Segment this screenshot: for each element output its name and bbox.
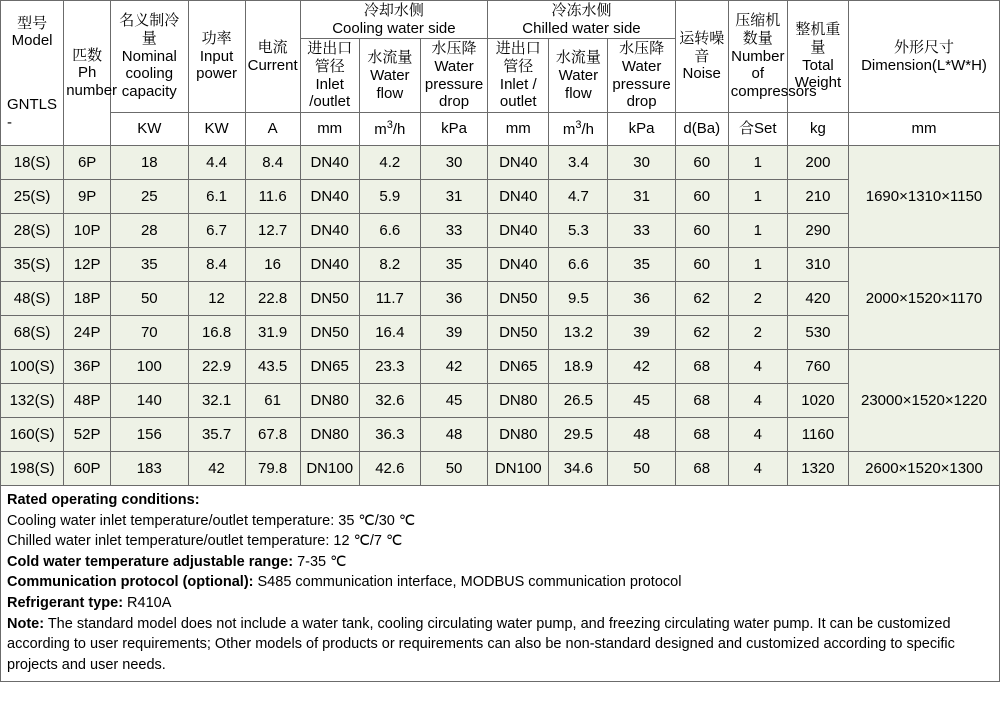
header-current-en: Current	[247, 56, 298, 74]
cell-weight: 1160	[787, 418, 848, 452]
header-water-flow-chilled-en: Water flow	[558, 66, 599, 102]
header-dimension-en: Dimension(L*W*H)	[861, 56, 987, 74]
cell-model: 68(S)	[1, 316, 64, 350]
header-cooling-water-side-cn: 冷却水侧	[363, 2, 424, 19]
cell-current: 22.8	[245, 282, 300, 316]
units-row	[1, 113, 1000, 146]
cell-flow1: 4.2	[359, 146, 420, 180]
header-cooling-water-side-en: Cooling water side	[332, 19, 456, 37]
unit-cooling-capacity: KW	[111, 113, 188, 146]
cell-ph: 60P	[64, 452, 111, 486]
cell-noise: 68	[675, 384, 728, 418]
cell-drop2: 31	[608, 180, 675, 214]
cell-drop2: 36	[608, 282, 675, 316]
cell-power: 22.9	[188, 350, 245, 384]
unit-inlet-cooling: mm	[300, 113, 359, 146]
cell-model: 35(S)	[1, 248, 64, 282]
cell-noise: 62	[675, 282, 728, 316]
cell-weight: 1320	[787, 452, 848, 486]
header-model-en: Model	[11, 32, 53, 50]
cell-model: 25(S)	[1, 180, 64, 214]
cell-current: 31.9	[245, 316, 300, 350]
header-chilled-water-side-en: Chilled water side	[522, 19, 641, 37]
cell-current: 16	[245, 248, 300, 282]
cell-flow2: 5.3	[549, 214, 608, 248]
unit-drop-chilled: kPa	[608, 113, 675, 146]
cell-ph: 9P	[64, 180, 111, 214]
cell-model: 160(S)	[1, 418, 64, 452]
header-model	[1, 1, 64, 146]
cell-flow1: 32.6	[359, 384, 420, 418]
cell-model: 48(S)	[1, 282, 64, 316]
header-pressure-drop-chilled-en: Water pressure drop	[612, 58, 671, 111]
cell-dimension: 1690×1310×1150	[849, 146, 1000, 248]
cell-ph: 12P	[64, 248, 111, 282]
notes-line-cooling-temp: Cooling water inlet temperature/outlet temperature: 35 ℃/30 ℃	[7, 512, 416, 529]
cell-ph: 48P	[64, 384, 111, 418]
notes-protocol-label: Communication protocol (optional):	[7, 574, 254, 591]
cell-weight: 420	[787, 282, 848, 316]
cell-comp: 1	[728, 214, 787, 248]
header-input-power-en: Input power	[196, 47, 237, 83]
header-ph-number-en: Ph number	[66, 64, 118, 99]
header-inlet-outlet-cooling-cn: 进出口管径	[307, 40, 353, 76]
cell-noise: 68	[675, 452, 728, 486]
unit-input-power: KW	[188, 113, 245, 146]
cell-inlet2: DN40	[488, 180, 549, 214]
cell-flow1: 42.6	[359, 452, 420, 486]
cell-drop2: 48	[608, 418, 675, 452]
cell-inlet1: DN40	[300, 214, 359, 248]
header-compressors-cn: 压缩机数量	[735, 12, 781, 48]
cell-cap: 50	[111, 282, 188, 316]
cell-dimension: 2000×1520×1170	[849, 248, 1000, 350]
unit-flow-cooling-post: /h	[392, 121, 406, 139]
unit-flow-chilled	[549, 113, 608, 146]
cell-flow2: 34.6	[549, 452, 608, 486]
header-noise-cn: 运转噪音	[679, 30, 725, 65]
cell-flow2: 29.5	[549, 418, 608, 452]
cell-comp: 4	[728, 452, 787, 486]
cell-current: 79.8	[245, 452, 300, 486]
cell-inlet2: DN50	[488, 282, 549, 316]
cell-inlet1: DN50	[300, 282, 359, 316]
cell-flow1: 6.6	[359, 214, 420, 248]
unit-flow-cooling-base: m	[374, 121, 387, 139]
header-total-weight-cn: 整机重量	[795, 21, 841, 56]
header-compressors	[728, 1, 817, 113]
cell-current: 11.6	[245, 180, 300, 214]
cell-drop1: 33	[420, 214, 487, 248]
cell-flow2: 13.2	[549, 316, 608, 350]
cell-drop1: 50	[420, 452, 487, 486]
table-row	[1, 350, 1000, 384]
cell-dimension: 23000×1520×1220	[849, 350, 1000, 452]
cell-current: 12.7	[245, 214, 300, 248]
cell-cap: 100	[111, 350, 188, 384]
header-ph-number-cn: 匹数	[72, 46, 103, 64]
cell-weight: 760	[787, 350, 848, 384]
cell-inlet1: DN40	[300, 248, 359, 282]
unit-weight: kg	[787, 113, 848, 146]
header-cooling-water-side	[300, 1, 488, 39]
cell-cap: 140	[111, 384, 188, 418]
header-inlet-outlet-cooling-en: Inlet /outlet	[309, 75, 351, 111]
cell-power: 8.4	[188, 248, 245, 282]
cell-inlet1: DN50	[300, 316, 359, 350]
unit-dimension: mm	[849, 113, 1000, 146]
header-dimension-cn: 外形尺寸	[893, 38, 954, 56]
table-row	[1, 146, 1000, 180]
cell-comp: 4	[728, 350, 787, 384]
header-input-power	[188, 1, 245, 113]
header-noise-en: Noise	[682, 65, 721, 83]
header-chilled-water-side	[488, 1, 676, 39]
header-ph-number	[64, 1, 118, 146]
cell-ph: 18P	[64, 282, 111, 316]
cell-weight: 210	[787, 180, 848, 214]
cell-flow2: 6.6	[549, 248, 608, 282]
cell-inlet1: DN80	[300, 384, 359, 418]
cell-flow1: 8.2	[359, 248, 420, 282]
table-body	[1, 146, 1000, 486]
header-pressure-drop-chilled	[608, 39, 675, 113]
cell-power: 32.1	[188, 384, 245, 418]
notes-line-protocol	[7, 572, 993, 593]
cell-inlet1: DN40	[300, 146, 359, 180]
header-water-flow-chilled	[549, 39, 608, 113]
cell-power: 35.7	[188, 418, 245, 452]
header-input-power-cn: 功率	[201, 30, 232, 48]
notes-note-value: The standard model does not include a water tank, cooling circulating water pump, and freezing circulating water pump. It can be customized according to user requirements; Other models of products or requirements can also be non-standard designed and customized according to specific projects and user needs.	[7, 615, 955, 673]
header-water-flow-chilled-cn: 水流量	[555, 49, 601, 67]
cell-power: 4.4	[188, 146, 245, 180]
table-row	[1, 452, 1000, 486]
header-model-code: GNTLS -	[7, 96, 58, 131]
notes-refrigerant-label: Refrigerant type:	[7, 595, 124, 612]
unit-flow-cooling	[359, 113, 420, 146]
cell-drop2: 45	[608, 384, 675, 418]
cell-inlet2: DN100	[488, 452, 549, 486]
cell-drop1: 45	[420, 384, 487, 418]
cell-drop1: 30	[420, 146, 487, 180]
unit-flow-chilled-exp: 3	[575, 119, 582, 132]
header-inlet-outlet-chilled	[488, 39, 549, 113]
cell-cap: 156	[111, 418, 188, 452]
header-noise	[675, 1, 728, 113]
unit-drop-cooling: kPa	[420, 113, 487, 146]
header-inlet-outlet-cooling	[300, 39, 359, 113]
cell-power: 16.8	[188, 316, 245, 350]
header-dimension	[849, 1, 1000, 113]
cell-cap: 18	[111, 146, 188, 180]
cell-inlet1: DN65	[300, 350, 359, 384]
header-water-flow-cooling-en: Water flow	[370, 66, 410, 102]
cell-noise: 68	[675, 350, 728, 384]
cell-flow1: 23.3	[359, 350, 420, 384]
notes-refrigerant-value: R410A	[123, 595, 172, 612]
cell-comp: 1	[728, 180, 787, 214]
cell-flow1: 5.9	[359, 180, 420, 214]
cell-model: 100(S)	[1, 350, 64, 384]
header-current-cn: 电流	[257, 38, 288, 56]
notes-protocol-value: S485 communication interface, MODBUS communication protocol	[253, 574, 682, 591]
cell-drop1: 48	[420, 418, 487, 452]
cell-drop1: 35	[420, 248, 487, 282]
cell-cap: 70	[111, 316, 188, 350]
cell-drop1: 31	[420, 180, 487, 214]
cell-inlet2: DN40	[488, 214, 549, 248]
cell-ph: 6P	[64, 146, 111, 180]
cell-current: 61	[245, 384, 300, 418]
unit-inlet-chilled: mm	[488, 113, 549, 146]
notes-cold-water-label: Cold water temperature adjustable range:	[7, 553, 294, 570]
cell-noise: 60	[675, 214, 728, 248]
cell-drop2: 35	[608, 248, 675, 282]
header-nominal-cooling	[111, 1, 188, 113]
cell-flow2: 9.5	[549, 282, 608, 316]
cell-inlet2: DN40	[488, 248, 549, 282]
cell-drop2: 50	[608, 452, 675, 486]
cell-inlet2: DN40	[488, 146, 549, 180]
unit-noise: d(Ba)	[675, 113, 728, 146]
table-row	[1, 248, 1000, 282]
cell-inlet2: DN80	[488, 418, 549, 452]
cell-dimension: 2600×1520×1300	[849, 452, 1000, 486]
cell-drop2: 30	[608, 146, 675, 180]
header-pressure-drop-cooling-cn: 水压降	[431, 40, 477, 58]
cell-cap: 25	[111, 180, 188, 214]
header-total-weight-en: Total Weight	[794, 56, 842, 92]
cell-cap: 183	[111, 452, 188, 486]
cell-flow1: 16.4	[359, 316, 420, 350]
cell-weight: 200	[787, 146, 848, 180]
cell-ph: 36P	[64, 350, 111, 384]
cell-flow2: 4.7	[549, 180, 608, 214]
cell-weight: 530	[787, 316, 848, 350]
notes-section	[0, 486, 1000, 682]
unit-flow-chilled-base: m	[562, 121, 576, 139]
cell-noise: 62	[675, 316, 728, 350]
header-nominal-cooling-en: Nominal cooling capacity	[121, 47, 177, 101]
header-inlet-outlet-chilled-cn: 进出口管径	[495, 40, 541, 76]
cell-flow2: 18.9	[549, 350, 608, 384]
cell-inlet1: DN40	[300, 180, 359, 214]
cell-noise: 60	[675, 146, 728, 180]
cell-model: 198(S)	[1, 452, 64, 486]
header-nominal-cooling-cn: 名义制冷量	[119, 12, 180, 48]
cell-drop1: 36	[420, 282, 487, 316]
cell-comp: 2	[728, 316, 787, 350]
cell-comp: 1	[728, 248, 787, 282]
cell-weight: 290	[787, 214, 848, 248]
cell-ph: 24P	[64, 316, 111, 350]
header-water-flow-cooling-cn: 水流量	[367, 49, 413, 67]
cell-inlet1: DN100	[300, 452, 359, 486]
cell-drop1: 42	[420, 350, 487, 384]
cell-flow2: 26.5	[549, 384, 608, 418]
cell-power: 42	[188, 452, 245, 486]
notes-line-refrigerant	[7, 593, 993, 614]
header-inlet-outlet-chilled-en: Inlet / outlet	[499, 75, 537, 111]
header-pressure-drop-cooling-en: Water pressure drop	[424, 58, 484, 111]
cell-model: 18(S)	[1, 146, 64, 180]
cell-ph: 10P	[64, 214, 111, 248]
cell-current: 8.4	[245, 146, 300, 180]
unit-current: A	[245, 113, 300, 146]
header-water-flow-cooling	[359, 39, 420, 113]
cell-power: 12	[188, 282, 245, 316]
cell-drop1: 39	[420, 316, 487, 350]
notes-title	[7, 490, 993, 511]
header-chilled-water-side-cn: 冷冻水侧	[551, 2, 612, 19]
cell-flow1: 36.3	[359, 418, 420, 452]
header-compressors-en: Number of compressors	[730, 47, 817, 101]
cell-model: 28(S)	[1, 214, 64, 248]
cell-inlet2: DN50	[488, 316, 549, 350]
cell-comp: 2	[728, 282, 787, 316]
header-pressure-drop-chilled-cn: 水压降	[619, 40, 665, 58]
cell-inlet2: DN65	[488, 350, 549, 384]
cell-comp: 4	[728, 384, 787, 418]
cell-flow1: 11.7	[359, 282, 420, 316]
cell-model: 132(S)	[1, 384, 64, 418]
unit-flow-chilled-post: /h	[581, 121, 594, 139]
cell-weight: 1020	[787, 384, 848, 418]
cell-power: 6.1	[188, 180, 245, 214]
notes-line-chilled-temp: Chilled water inlet temperature/outlet temperature: 12 ℃/7 ℃	[7, 533, 403, 550]
cell-drop2: 33	[608, 214, 675, 248]
cell-current: 43.5	[245, 350, 300, 384]
cell-weight: 310	[787, 248, 848, 282]
cell-drop2: 42	[608, 350, 675, 384]
cell-power: 6.7	[188, 214, 245, 248]
cell-ph: 52P	[64, 418, 111, 452]
unit-flow-cooling-exp: 3	[386, 119, 393, 132]
header-model-cn: 型号	[17, 14, 48, 32]
cell-cap: 28	[111, 214, 188, 248]
cell-flow2: 3.4	[549, 146, 608, 180]
cell-drop2: 39	[608, 316, 675, 350]
cell-inlet2: DN80	[488, 384, 549, 418]
cell-noise: 60	[675, 248, 728, 282]
cell-noise: 60	[675, 180, 728, 214]
cell-current: 67.8	[245, 418, 300, 452]
header-pressure-drop-cooling	[420, 39, 487, 113]
cell-noise: 68	[675, 418, 728, 452]
cell-cap: 35	[111, 248, 188, 282]
cell-inlet1: DN80	[300, 418, 359, 452]
unit-compressors: 合Set	[728, 113, 787, 146]
header-current	[245, 1, 300, 113]
notes-line-cold-water-range	[7, 552, 993, 573]
notes-cold-water-value: 7-35 ℃	[293, 553, 347, 570]
cell-comp: 4	[728, 418, 787, 452]
notes-title-text: Rated operating conditions:	[7, 492, 200, 509]
notes-note-label: Note:	[7, 615, 45, 632]
notes-line-note	[7, 614, 993, 676]
cell-comp: 1	[728, 146, 787, 180]
